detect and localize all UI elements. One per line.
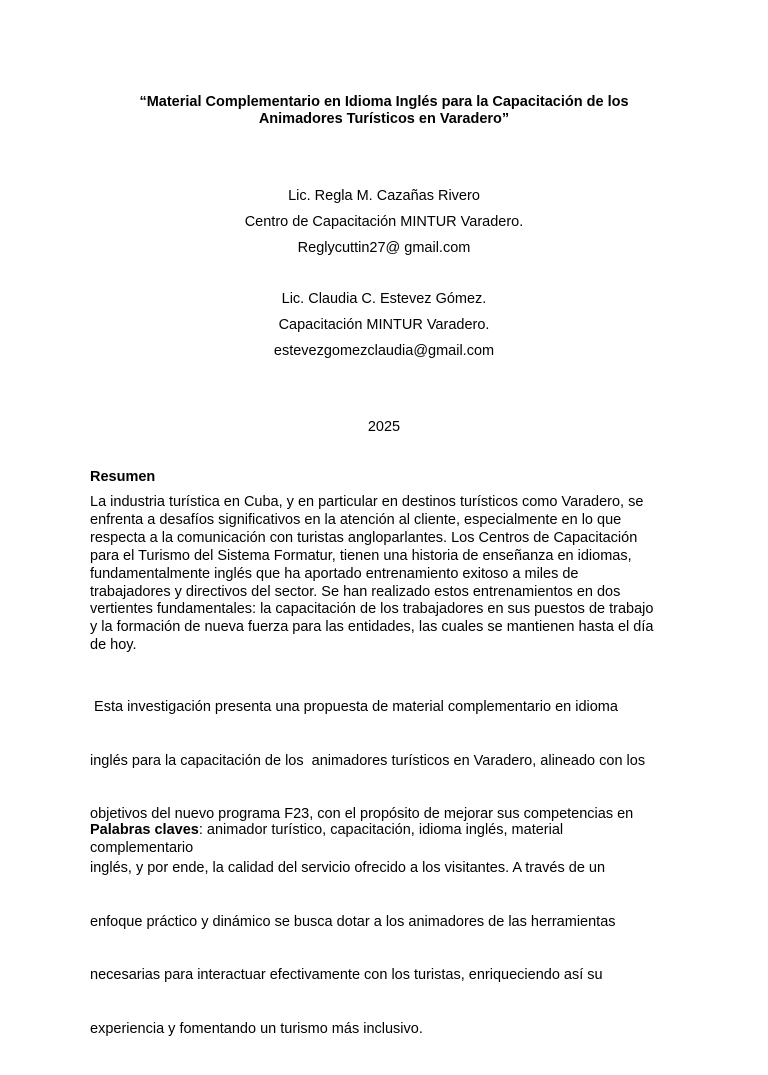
document-year: 2025 — [367, 419, 401, 435]
keywords — [90, 822, 680, 858]
paragraph-line: experiencia y fomentando un turismo más inclusivo. — [90, 1021, 423, 1038]
abstract-paragraph-1 — [90, 494, 680, 655]
paragraph-line: y la formación de nueva fuerza para las entidades, las cuales se mantienen hasta el día — [90, 619, 654, 636]
paragraph-line: Esta investigación presenta una propuesta de material complementario en idioma — [90, 698, 618, 715]
author-2-name: Lic. Claudia C. Estevez Gómez. — [281, 291, 487, 307]
author-2-email: estevezgomezclaudia@gmail.com — [273, 343, 495, 359]
paragraph-line: trabajadores y directivos del sector. Se han realizado estos entrenamientos en dos — [90, 583, 621, 600]
paragraph-line: La industria turística en Cuba, y en particular en destinos turísticos como Varadero, se — [90, 494, 644, 510]
paragraph-line: respecta a la comunicación con turistas angloparlantes. Los Centros de Capacitación — [90, 529, 638, 546]
paragraph-line: inglés para la capacitación de los animadores turísticos en Varadero, alineado con los — [90, 752, 646, 769]
title-line: Animadores Turísticos en Varadero” — [258, 111, 510, 127]
keywords-text: : animador turístico, capacitación, idioma inglés, material — [198, 822, 564, 838]
abstract-paragraph-2 — [90, 663, 680, 1075]
author-2-institution: Capacitación MINTUR Varadero. — [278, 317, 490, 333]
keywords-line: complementario — [90, 839, 194, 856]
abstract-heading: Resumen — [90, 469, 156, 485]
paragraph-line: enfrenta a desafíos significativos en la atención al cliente, especialmente en lo que — [90, 511, 622, 528]
paragraph-line: inglés, y por ende, la calidad del servicio ofrecido a los visitantes. A través de un — [90, 859, 606, 876]
keywords-label: Palabras claves — [90, 822, 199, 838]
author-1-institution: Centro de Capacitación MINTUR Varadero. — [244, 214, 524, 230]
paragraph-line: de hoy. — [90, 637, 137, 654]
paragraph-line: enfoque práctico y dinámico se busca dotar a los animadores de las herramientas — [90, 913, 616, 930]
author-1-email: Reglycuttin27@ gmail.com — [297, 240, 471, 256]
paragraph-line: necesarias para interactuar efectivamente con los turistas, enriqueciendo así su — [90, 967, 603, 984]
paragraph-line: objetivos del nuevo programa F23, con el propósito de mejorar sus competencias en — [90, 806, 634, 823]
keywords-line — [90, 822, 680, 840]
paragraph-line: fundamentalmente inglés que ha aportado entrenamiento exitoso a miles de — [90, 565, 579, 582]
paragraph-line: vertientes fundamentales: la capacitación de los trabajadores en sus puestos de trabajo — [90, 601, 654, 618]
document-title — [90, 94, 678, 128]
title-line: “Material Complementario en Idioma Inglés para la Capacitación de los — [139, 94, 629, 110]
author-1-name: Lic. Regla M. Cazañas Rivero — [288, 188, 480, 204]
paragraph-line: para el Turismo del Sistema Formatur, tienen una historia de enseñanza en idiomas, — [90, 547, 632, 564]
